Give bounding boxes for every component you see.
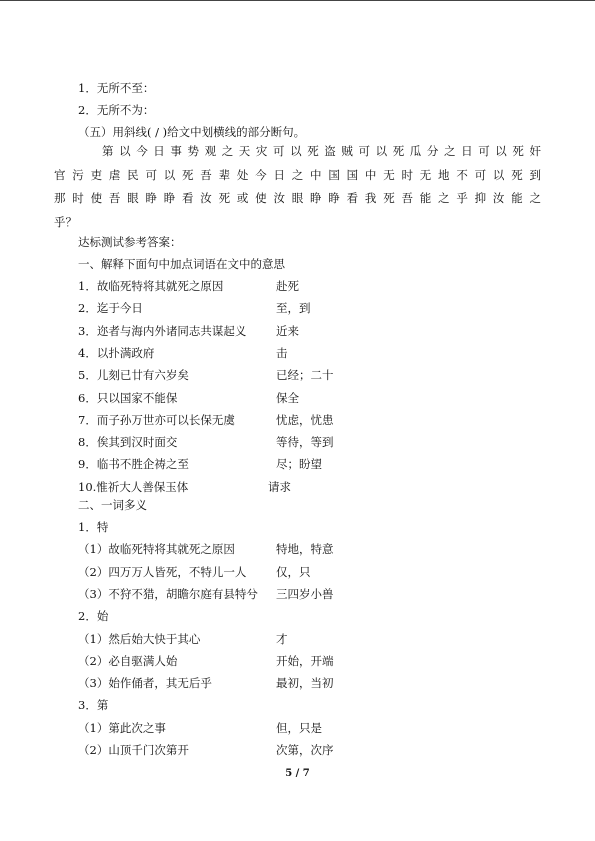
definition-answer: 赴死 — [276, 279, 299, 293]
definition-question: 8．俟其到汉时面交 — [78, 435, 178, 450]
passage-line: 那时使吾眼睁睁看汝死或使汝眼睁睁看我死吾能之乎抑汝能之 — [54, 191, 541, 205]
definition-answer: 尽；盼望 — [276, 457, 322, 472]
polysemy-meaning: 特地，特意 — [276, 542, 334, 557]
passage-line: 乎？ — [54, 214, 77, 229]
polysemy-example: （2）必自驱满人始 — [78, 653, 178, 668]
definition-answer: 已经；二十 — [276, 368, 334, 383]
definition-answer: 忧虑，忧患 — [276, 412, 334, 427]
polysemy-meaning: 次第，次序 — [276, 743, 334, 757]
polysemy-meaning: 但，只是 — [276, 720, 322, 735]
question-item-2: 2．无所不为： — [78, 103, 155, 117]
definition-question: 5．儿刻已廿有六岁矣 — [78, 368, 189, 383]
polysemy-example: （1）第此次之事 — [78, 720, 166, 735]
definition-answer: 近来 — [276, 323, 299, 338]
definition-question: 9．临书不胜企祷之至 — [78, 457, 189, 472]
definition-answer: 至，到 — [276, 301, 311, 316]
passage-line: 第以今日事势观之天灾可以死盗贼可以死瓜分之日可以死奸 — [102, 144, 541, 158]
polysemy-example: （2）山顶千门次第开 — [78, 743, 189, 757]
definition-answer: 等待，等到 — [276, 435, 334, 450]
question-instruction: （五）用斜线( / )给文中划横线的部分断句。 — [78, 125, 306, 139]
section-heading: 二、一词多义 — [78, 498, 147, 512]
section-heading: 一、解释下面句中加点词语在文中的意思 — [78, 257, 285, 271]
polysemy-example: （3）不狩不猎，胡瞻尔庭有县特兮 — [78, 586, 258, 601]
definition-question: 10.惟祈大人善保玉体 — [78, 479, 189, 494]
question-item-1: 1．无所不至： — [78, 81, 155, 95]
definition-answer: 击 — [276, 345, 288, 360]
polysemy-example: （1）故临死特将其就死之原因 — [78, 542, 235, 557]
passage-line: 官污吏虐民可以死吾辈处今日之中国国中无时无地不可以死到 — [54, 167, 541, 182]
classical-passage — [54, 140, 541, 234]
top-border — [0, 0, 595, 1]
definition-question: 7．而子孙万世亦可以长保无虞 — [78, 412, 235, 427]
definition-question: 6．只以国家不能保 — [78, 390, 178, 405]
polysemy-meaning: 仅，只 — [276, 564, 311, 579]
page-number: 5 / 7 — [285, 768, 310, 779]
polysemy-example: （1）然后始大快于其心 — [78, 631, 201, 646]
polysemy-meaning: 才 — [276, 631, 288, 646]
definition-question: 2．迄于今日 — [78, 301, 143, 316]
definition-question: 4．以扑满政府 — [78, 345, 155, 360]
definition-question: 3．迩者与海内外诸同志共谋起义 — [78, 323, 247, 338]
polysemy-word: 1．特 — [78, 520, 109, 534]
polysemy-word: 2．始 — [78, 609, 109, 624]
polysemy-meaning: 三四岁小兽 — [276, 586, 334, 601]
definition-question: 1．故临死特将其就死之原因 — [78, 279, 224, 293]
polysemy-meaning: 最初，当初 — [276, 676, 334, 691]
definition-answer: 保全 — [276, 390, 299, 405]
answers-heading: 达标测试参考答案： — [78, 235, 182, 249]
polysemy-example: （2）四万万人皆死，不特儿一人 — [78, 564, 247, 579]
polysemy-word: 3．第 — [78, 698, 109, 713]
polysemy-meaning: 开始，开端 — [276, 653, 334, 668]
definition-answer: 请求 — [268, 479, 291, 494]
polysemy-example: （3）始作俑者，其无后乎 — [78, 676, 212, 691]
